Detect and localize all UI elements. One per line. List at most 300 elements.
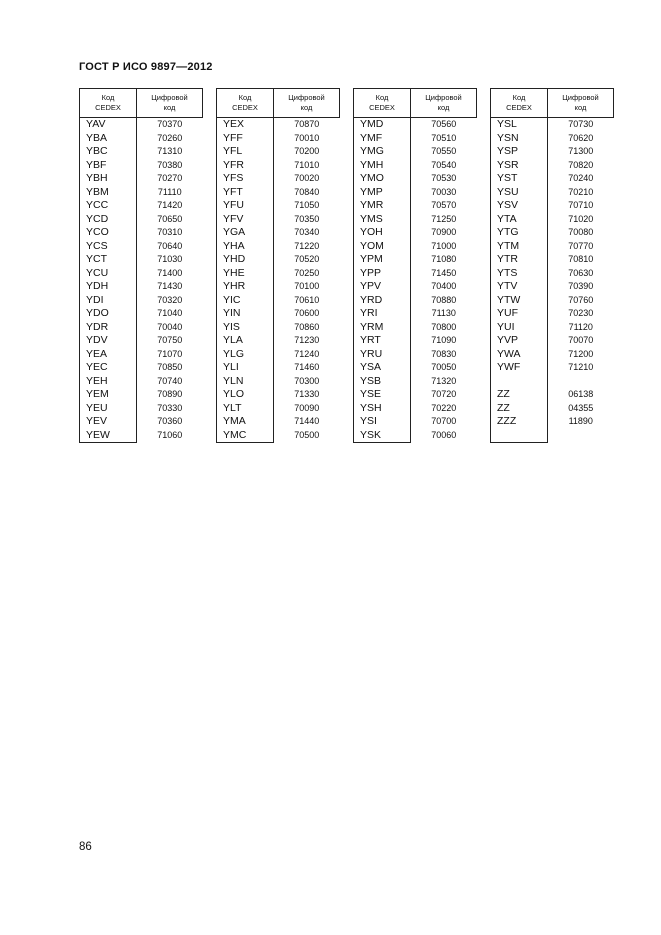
digital-code-cell: 70060 — [431, 430, 457, 440]
cedex-table-2 — [216, 88, 340, 443]
digital-code-cell: 70860 — [294, 321, 320, 332]
digital-header-line2: код — [437, 103, 450, 112]
cedex-code-cell: YDR — [80, 321, 137, 335]
cedex-code-cell: YTA — [491, 213, 548, 227]
cedex-code-cell — [491, 429, 548, 443]
digital-header-line2: код — [163, 103, 176, 112]
digital-code-cell: 04355 — [568, 402, 594, 413]
digital-column-header — [137, 89, 203, 118]
digital-code-cell: 70880 — [431, 294, 457, 305]
table-row — [491, 348, 614, 362]
cedex-code-cell: YSH — [354, 402, 411, 416]
cedex-code-cell: YSU — [491, 186, 548, 200]
digital-header-line1: Цифровой — [562, 93, 599, 102]
digital-code-cell: 71220 — [294, 240, 320, 251]
digital-column-header — [274, 89, 340, 118]
digital-code-cell: 70720 — [431, 389, 457, 400]
cedex-code-cell: YOH — [354, 226, 411, 240]
digital-code-cell: 11890 — [568, 416, 593, 427]
cedex-code-cell: YOM — [354, 240, 411, 254]
digital-code-cell: 70370 — [157, 119, 183, 130]
digital-code-cell: 70310 — [157, 227, 183, 238]
digital-code-cell: 70200 — [294, 146, 320, 157]
spacer-row — [491, 429, 614, 443]
table-row — [354, 429, 477, 443]
cedex-code-cell: YLI — [217, 361, 274, 375]
cedex-code-cell: YFT — [217, 186, 274, 200]
table-row — [354, 375, 477, 389]
digital-code-cell: 70900 — [431, 227, 457, 238]
cedex-code-cell: YTM — [491, 240, 548, 254]
cedex-code-cell: YPV — [354, 280, 411, 294]
digital-code-cell — [548, 429, 614, 443]
cedex-code-cell: YLN — [217, 375, 274, 389]
cedex-code-cell: YWA — [491, 348, 548, 362]
digital-code-cell: 71030 — [157, 254, 183, 265]
digital-code-cell: 71080 — [431, 254, 457, 265]
cedex-code-cell: YTG — [491, 226, 548, 240]
table-row — [354, 253, 477, 267]
digital-code-cell: 70360 — [157, 416, 183, 427]
cedex-code-cell: YLT — [217, 402, 274, 416]
cedex-code-cell: YCT — [80, 253, 137, 267]
digital-code-cell: 70850 — [157, 362, 183, 373]
table-row — [354, 361, 477, 375]
cedex-code-cell: YRI — [354, 307, 411, 321]
cedex-code-cell: YGA — [217, 226, 274, 240]
table-row — [491, 334, 614, 348]
digital-code-cell: 71130 — [431, 308, 456, 319]
digital-code-cell: 70100 — [294, 281, 320, 292]
cedex-code-cell: YPP — [354, 267, 411, 281]
digital-code-cell: 70650 — [157, 213, 183, 224]
digital-code-cell: 70840 — [294, 186, 320, 197]
cedex-code-cell: YCD — [80, 213, 137, 227]
digital-header-line1: Цифровой — [151, 93, 188, 102]
digital-code-cell: 71050 — [294, 200, 320, 211]
table-row — [80, 321, 203, 335]
digital-code-cell: 71020 — [568, 213, 594, 224]
cedex-code-cell: YBM — [80, 186, 137, 200]
cedex-code-cell: YUF — [491, 307, 548, 321]
table-row — [217, 402, 340, 416]
digital-column-header — [548, 89, 614, 118]
table-row — [491, 267, 614, 281]
cedex-code-cell: YMD — [354, 118, 411, 132]
digital-code-cell: 70810 — [568, 254, 594, 265]
digital-code-cell: 71460 — [294, 362, 320, 373]
digital-code-cell: 70740 — [157, 375, 183, 386]
table-row — [354, 280, 477, 294]
cedex-code-cell — [491, 375, 548, 389]
table-row — [354, 132, 477, 146]
digital-header-line1: Цифровой — [425, 93, 462, 102]
table-row — [217, 159, 340, 173]
digital-code-cell: 70340 — [294, 227, 320, 238]
digital-code-cell: 71420 — [157, 200, 183, 211]
table-row — [491, 307, 614, 321]
cedex-code-cell: YSE — [354, 388, 411, 402]
cedex-code-cell: YLA — [217, 334, 274, 348]
cedex-code-cell: YPM — [354, 253, 411, 267]
digital-code-cell: 70710 — [568, 200, 594, 211]
table-row — [80, 429, 203, 443]
digital-code-cell: 71400 — [157, 267, 183, 278]
table-row — [80, 118, 203, 132]
table-row — [80, 172, 203, 186]
cedex-code-cell: YFV — [217, 213, 274, 227]
table-row — [354, 321, 477, 335]
digital-code-cell: 70800 — [431, 321, 457, 332]
digital-code-cell: 70730 — [568, 119, 594, 130]
cedex-code-cell: YTR — [491, 253, 548, 267]
digital-code-cell: 70750 — [157, 335, 183, 346]
table-row — [354, 172, 477, 186]
cedex-code-cell: YSA — [354, 361, 411, 375]
table-row — [217, 132, 340, 146]
cedex-code-cell: ZZZ — [491, 415, 548, 429]
table-row — [80, 415, 203, 429]
cedex-code-cell: YRT — [354, 334, 411, 348]
cedex-code-cell: YMH — [354, 159, 411, 173]
table-row — [217, 267, 340, 281]
digital-code-cell: 70530 — [431, 173, 457, 184]
code-header-line2: CEDEX — [506, 103, 532, 112]
digital-header-line2: код — [574, 103, 587, 112]
cedex-code-cell: YTV — [491, 280, 548, 294]
cedex-code-cell: YHD — [217, 253, 274, 267]
cedex-code-cell: YMG — [354, 145, 411, 159]
cedex-code-cell: YUI — [491, 321, 548, 335]
digital-code-cell: 06138 — [568, 389, 594, 400]
digital-code-cell: 70300 — [294, 375, 320, 386]
table-row — [80, 280, 203, 294]
page-header: ГОСТ Р ИСО 9897—2012 — [79, 61, 213, 73]
table-row — [217, 361, 340, 375]
table-row — [80, 375, 203, 389]
digital-code-cell: 70520 — [294, 254, 320, 265]
cedex-code-cell: YSN — [491, 132, 548, 146]
digital-code-cell: 70570 — [431, 200, 457, 211]
cedex-code-cell: YCU — [80, 267, 137, 281]
table-row — [354, 240, 477, 254]
digital-code-cell: 71230 — [294, 335, 320, 346]
table-row — [491, 294, 614, 308]
table-row — [491, 226, 614, 240]
digital-code-cell — [548, 375, 614, 389]
table-row — [80, 402, 203, 416]
table-row — [491, 132, 614, 146]
digital-code-cell: 70500 — [294, 430, 320, 440]
digital-code-cell: 71010 — [294, 159, 320, 170]
digital-code-cell: 70050 — [431, 362, 457, 373]
table-row — [80, 267, 203, 281]
digital-code-cell: 70620 — [568, 132, 594, 143]
cedex-code-cell: YMS — [354, 213, 411, 227]
cedex-code-cell: YAV — [80, 118, 137, 132]
digital-code-cell: 71240 — [294, 348, 320, 359]
table-row — [80, 145, 203, 159]
digital-code-cell: 70540 — [431, 159, 457, 170]
cedex-code-cell: YFS — [217, 172, 274, 186]
table-row — [491, 240, 614, 254]
table-row — [354, 294, 477, 308]
table-row — [217, 226, 340, 240]
cedex-code-cell: YEA — [80, 348, 137, 362]
cedex-code-cell: YSP — [491, 145, 548, 159]
cedex-code-cell: YDO — [80, 307, 137, 321]
digital-code-cell: 71090 — [431, 335, 457, 346]
digital-code-cell: 70610 — [294, 294, 320, 305]
cedex-code-cell: YMC — [217, 429, 274, 443]
table-row — [491, 402, 614, 416]
digital-code-cell: 71070 — [157, 348, 183, 359]
cedex-code-cell: YMO — [354, 172, 411, 186]
digital-code-cell: 71450 — [431, 267, 457, 278]
cedex-code-cell: YFR — [217, 159, 274, 173]
cedex-code-cell: YRM — [354, 321, 411, 335]
table-row — [354, 159, 477, 173]
table-row — [354, 213, 477, 227]
cedex-code-cell: ZZ — [491, 402, 548, 416]
table-row — [354, 199, 477, 213]
digital-code-cell: 70240 — [568, 173, 594, 184]
table-row — [491, 253, 614, 267]
digital-code-cell: 70380 — [157, 159, 183, 170]
table-row — [217, 429, 340, 443]
table-row — [217, 186, 340, 200]
table-row — [491, 415, 614, 429]
cedex-code-cell: YBH — [80, 172, 137, 186]
cedex-table-4 — [490, 88, 614, 443]
table-row — [354, 334, 477, 348]
page-number: 86 — [79, 841, 92, 853]
code-header-line2: CEDEX — [369, 103, 395, 112]
table-row — [80, 226, 203, 240]
table-row — [354, 118, 477, 132]
digital-code-cell: 71330 — [294, 389, 320, 400]
table-row — [217, 118, 340, 132]
table-row — [354, 145, 477, 159]
table-row — [217, 415, 340, 429]
table-row — [80, 199, 203, 213]
cedex-code-cell: YBF — [80, 159, 137, 173]
table-row — [217, 348, 340, 362]
table-row — [80, 253, 203, 267]
digital-code-cell: 71440 — [294, 416, 320, 427]
table-row — [217, 145, 340, 159]
table-row — [491, 361, 614, 375]
digital-code-cell: 71120 — [568, 321, 593, 332]
table-row — [491, 145, 614, 159]
cedex-code-cell: YCS — [80, 240, 137, 254]
table-row — [217, 280, 340, 294]
cedex-code-cell: YEC — [80, 361, 137, 375]
digital-header-line1: Цифровой — [288, 93, 325, 102]
digital-code-cell: 70890 — [157, 389, 183, 400]
digital-code-cell: 70320 — [157, 294, 183, 305]
code-header-line1: Код — [101, 93, 115, 102]
cedex-code-cell: YDI — [80, 294, 137, 308]
cedex-code-cell: YMA — [217, 415, 274, 429]
code-column-header — [217, 89, 274, 118]
table-row — [217, 307, 340, 321]
table-row — [217, 213, 340, 227]
cedex-code-cell: YWF — [491, 361, 548, 375]
digital-code-cell: 70630 — [568, 267, 594, 278]
cedex-code-cell: YVP — [491, 334, 548, 348]
digital-code-cell: 70230 — [568, 308, 594, 319]
cedex-code-cell: YIN — [217, 307, 274, 321]
cedex-code-cell: YFU — [217, 199, 274, 213]
table-row — [80, 186, 203, 200]
cedex-code-cell: YCO — [80, 226, 137, 240]
digital-code-cell: 70020 — [294, 173, 320, 184]
digital-code-cell: 70640 — [157, 240, 183, 251]
digital-code-cell: 70550 — [431, 146, 457, 157]
table-row — [80, 213, 203, 227]
digital-code-cell: 70700 — [431, 416, 457, 427]
cedex-code-cell: YEM — [80, 388, 137, 402]
digital-code-cell: 70040 — [157, 321, 183, 332]
digital-code-cell: 70330 — [157, 402, 183, 413]
table-row — [354, 415, 477, 429]
table-row — [217, 253, 340, 267]
digital-code-cell: 70390 — [568, 281, 594, 292]
cedex-code-cell: YBC — [80, 145, 137, 159]
cedex-code-cell: YSB — [354, 375, 411, 389]
digital-code-cell: 70210 — [568, 186, 594, 197]
cedex-code-cell: YSI — [354, 415, 411, 429]
table-row — [491, 199, 614, 213]
digital-code-cell: 70510 — [431, 132, 457, 143]
cedex-code-cell: YSK — [354, 429, 411, 443]
cedex-code-cell: YEW — [80, 429, 137, 443]
code-header-line2: CEDEX — [95, 103, 121, 112]
cedex-code-cell: YCC — [80, 199, 137, 213]
table-row — [491, 213, 614, 227]
table-row — [80, 307, 203, 321]
digital-code-cell: 70350 — [294, 213, 320, 224]
table-row — [217, 199, 340, 213]
cedex-code-cell: YHE — [217, 267, 274, 281]
cedex-code-cell: YHA — [217, 240, 274, 254]
cedex-code-cell: YBA — [80, 132, 137, 146]
digital-code-cell: 71060 — [157, 430, 183, 440]
digital-code-cell: 70270 — [157, 173, 183, 184]
digital-code-cell: 70030 — [431, 186, 457, 197]
table-row — [217, 240, 340, 254]
table-row — [491, 186, 614, 200]
table-row — [491, 118, 614, 132]
cedex-code-cell: YEV — [80, 415, 137, 429]
digital-code-cell: 70070 — [568, 335, 594, 346]
digital-code-cell: 70010 — [294, 132, 320, 143]
table-row — [217, 375, 340, 389]
cedex-code-cell: YLO — [217, 388, 274, 402]
table-row — [217, 388, 340, 402]
digital-code-cell: 70250 — [294, 267, 320, 278]
table-row — [80, 348, 203, 362]
cedex-code-cell: YEU — [80, 402, 137, 416]
table-row — [491, 280, 614, 294]
table-row — [217, 321, 340, 335]
cedex-code-cell: YTS — [491, 267, 548, 281]
cedex-code-cell: YRD — [354, 294, 411, 308]
digital-code-cell: 70080 — [568, 227, 594, 238]
cedex-code-cell: YSL — [491, 118, 548, 132]
table-row — [217, 334, 340, 348]
cedex-code-cell: YMP — [354, 186, 411, 200]
digital-code-cell: 70400 — [431, 281, 457, 292]
code-column-header — [491, 89, 548, 118]
digital-code-cell: 71430 — [157, 281, 183, 292]
table-row — [354, 402, 477, 416]
table-row — [354, 186, 477, 200]
cedex-code-cell: YSR — [491, 159, 548, 173]
digital-header-line2: код — [300, 103, 313, 112]
digital-code-cell: 71200 — [568, 348, 594, 359]
table-row — [80, 159, 203, 173]
cedex-code-cell: YIC — [217, 294, 274, 308]
cedex-code-cell: YMF — [354, 132, 411, 146]
cedex-code-cell: YDV — [80, 334, 137, 348]
code-header-line1: Код — [238, 93, 252, 102]
cedex-code-cell: YLG — [217, 348, 274, 362]
digital-code-cell: 70830 — [431, 348, 457, 359]
cedex-code-cell: YEH — [80, 375, 137, 389]
table-row — [80, 240, 203, 254]
cedex-table-1 — [79, 88, 203, 443]
digital-code-cell: 70260 — [157, 132, 183, 143]
table-row — [80, 294, 203, 308]
code-column-header — [80, 89, 137, 118]
table-row — [80, 361, 203, 375]
cedex-code-cell: YTW — [491, 294, 548, 308]
code-header-line1: Код — [512, 93, 526, 102]
cedex-code-cell: YDH — [80, 280, 137, 294]
digital-code-cell: 70820 — [568, 159, 594, 170]
table-row — [354, 348, 477, 362]
cedex-code-cell: YST — [491, 172, 548, 186]
table-row — [354, 388, 477, 402]
cedex-code-cell: YEX — [217, 118, 274, 132]
digital-code-cell: 70600 — [294, 308, 320, 319]
table-row — [491, 321, 614, 335]
digital-code-cell: 71250 — [431, 213, 457, 224]
code-header-line2: CEDEX — [232, 103, 258, 112]
table-row — [80, 388, 203, 402]
table-row — [491, 172, 614, 186]
table-row — [354, 267, 477, 281]
cedex-table-3 — [353, 88, 477, 443]
cedex-code-cell: YFL — [217, 145, 274, 159]
cedex-code-cell: YMR — [354, 199, 411, 213]
digital-code-cell: 71000 — [431, 240, 457, 251]
cedex-code-cell: YRU — [354, 348, 411, 362]
code-header-line1: Код — [375, 93, 389, 102]
digital-code-cell: 71300 — [568, 146, 594, 157]
digital-code-cell: 71210 — [568, 362, 594, 373]
table-row — [491, 159, 614, 173]
digital-code-cell: 70770 — [568, 240, 594, 251]
cedex-code-cell: YFF — [217, 132, 274, 146]
table-row — [354, 226, 477, 240]
digital-code-cell: 71320 — [431, 375, 457, 386]
cedex-code-cell: YHR — [217, 280, 274, 294]
digital-code-cell: 70090 — [294, 402, 320, 413]
table-row — [80, 132, 203, 146]
